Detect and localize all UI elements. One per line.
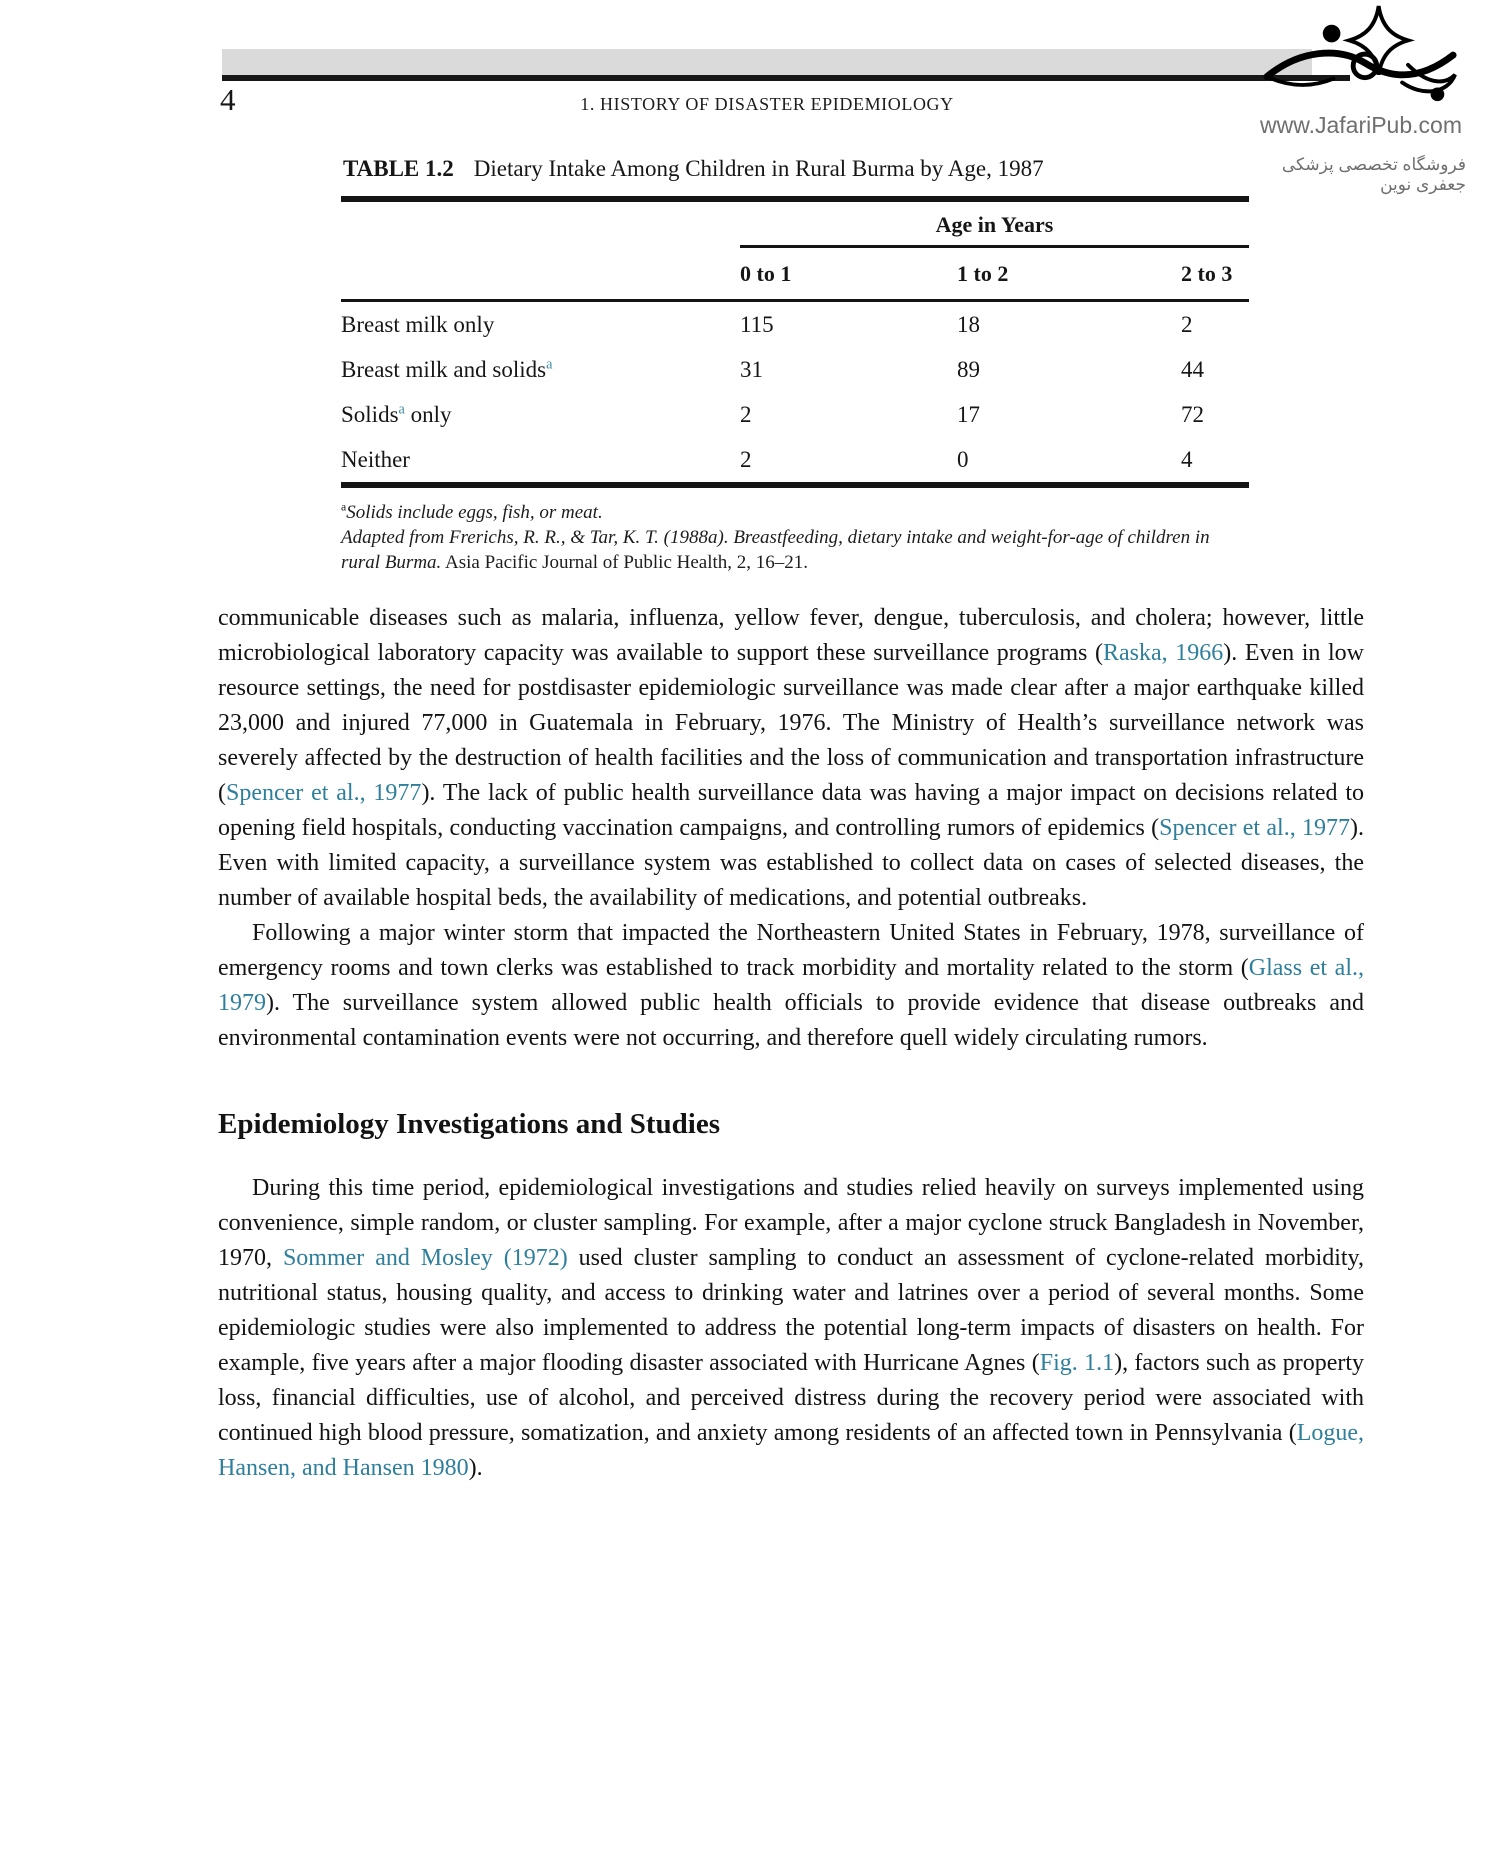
paragraph-text: ). Even in low resource settings, the need for postdisaster epidemiologic surveillance was made clear after a major earthquake killed 23,000 and injured 77,000 in Guatemala in February, 1976. The Ministry of Health’s surveillance network was severely affected by the destruction of health facilities and the loss of communication and transportation infrastructure ( <box>218 640 1364 806</box>
table-cell: 44 <box>1181 357 1204 382</box>
table-cell: 17 <box>957 402 980 427</box>
footnote-marker: a <box>398 401 405 418</box>
paragraph-text: ), factors such as property loss, financial difficulties, use of alcohol, and perceived distress during the recovery period were associated with continued high blood pressure, somatization, and anxiety among residents of an affected town in Pennsylvania ( <box>218 1350 1365 1446</box>
column-header: 0 to 1 <box>740 247 957 301</box>
paragraph <box>218 601 1364 916</box>
citation-link[interactable]: Raska, 1966 <box>1102 640 1224 666</box>
footnote-marker: a <box>546 356 553 373</box>
running-head: 1. HISTORY OF DISASTER EPIDEMIOLOGY <box>580 94 954 114</box>
table-cell: 2 <box>740 402 752 427</box>
table-row <box>341 437 1249 485</box>
span-header-row <box>341 199 1249 247</box>
paragraph-text: ). The lack of public health surveillance data was having a major impact on decisions related to opening field hospitals, conducting vaccination campaigns, and controlling rumors of epidemics ( <box>218 780 1364 841</box>
page-number: 4 <box>220 82 236 117</box>
table-label: TABLE 1.2 <box>343 156 454 181</box>
column-header: 1 to 2 <box>957 247 1181 301</box>
empty-cell <box>341 247 740 301</box>
row-label: Breast milk and solids$^a$ <box>341 356 553 382</box>
table-cell: 115 <box>740 312 774 337</box>
citation-link[interactable]: Spencer et al., 1977 <box>226 780 422 806</box>
table-section <box>341 156 1249 575</box>
table-row <box>341 347 1249 392</box>
table-footnote <box>341 525 1253 575</box>
row-label: Neither <box>341 447 410 472</box>
footnote-marker: a <box>341 500 347 514</box>
table-footnote <box>341 500 1253 525</box>
table-row <box>341 392 1249 437</box>
footnote-text: Adapted from Frerichs, R. R., & Tar, K. T. (1988a). Breastfeeding, dietary intake and weight-for-age of children in rural Burma. <box>341 527 1210 573</box>
row-label: Breast milk only <box>341 312 495 337</box>
citation-link[interactable]: Glass et al., 1979 <box>218 955 1364 1016</box>
paragraph-text: ). The surveillance system allowed public health officials to provide evidence that disease outbreaks and environmental contamination events were not occurring, and therefore quell widely circulating rumors. <box>218 990 1364 1051</box>
citation-link[interactable]: Sommer and Mosley (1972) <box>282 1245 568 1271</box>
row-label: Solids$^a$ only <box>341 401 452 427</box>
table-cell: 31 <box>740 357 763 382</box>
table-caption <box>343 156 1249 182</box>
header-rule <box>222 75 1350 81</box>
data-table <box>341 196 1249 488</box>
table-cell: 0 <box>957 447 969 472</box>
table-cell: 18 <box>957 312 980 337</box>
table-cell: 72 <box>1181 402 1204 427</box>
header-gray-bar <box>222 49 1312 75</box>
age-span-header: Age in Years <box>740 199 1249 247</box>
citation-link[interactable]: Logue, Hansen, and Hansen 1980 <box>218 1420 1364 1481</box>
paragraph-text: used cluster sampling to conduct an assessment of cyclone-related morbidity, nutritional status, housing quality, and access to drinking water and latrines over a period of several months. Some epidemiologic studies were also implemented to address the potential long-term impacts of disasters on health. For example, five years after a major flooding disaster associated with Hurricane Agnes ( <box>218 1245 1364 1376</box>
column-header: 2 to 3 <box>1181 247 1249 301</box>
paragraph-text: Following a major winter storm that impacted the Northeastern United States in February, 1978, surveillance of emergency rooms and town clerks was established to track morbidity and mortality related to the storm ( <box>218 920 1364 981</box>
table-cell: 4 <box>1181 447 1193 472</box>
table-title: Dietary Intake Among Children in Rural Burma by Age, 1987 <box>473 156 1044 181</box>
column-header-row <box>341 247 1249 301</box>
citation-link[interactable]: Fig. 1.1 <box>1039 1350 1115 1376</box>
publisher-url[interactable]: www.JafariPub.com <box>1260 112 1462 138</box>
publisher-watermark <box>1252 4 1470 195</box>
paragraph-text: ). <box>468 1455 483 1481</box>
table-cell: 2 <box>1181 312 1193 337</box>
footnote-text: Solids include eggs, fish, or meat. <box>346 502 603 523</box>
table-footnotes <box>341 500 1253 575</box>
paragraph <box>218 916 1364 1056</box>
page-body <box>218 601 1364 1486</box>
table-cell: 2 <box>740 447 752 472</box>
paragraph <box>218 1171 1364 1486</box>
footnote-text: Asia Pacific Journal of Public Health, 2, 16–21. <box>441 552 809 573</box>
calligraphy-swirl-logo-icon <box>1263 4 1459 116</box>
section-heading: Epidemiology Investigations and Studies <box>218 1108 720 1140</box>
publisher-persian-text: فروشگاه تخصصی پزشکی جعفری نوین <box>1281 155 1466 194</box>
table-row <box>341 301 1249 348</box>
paragraph-text: ). Even with limited capacity, a surveillance system was established to collect data on cases of selected diseases, the number of available hospital beds, the availability of medications, and potential outbreaks. <box>218 815 1364 911</box>
table-cell: 89 <box>957 357 980 382</box>
paragraph-text: During this time period, epidemiological investigations and studies relied heavily on surveys implemented using convenience, simple random, or cluster sampling. For example, after a major cyclone struck Bangladesh in November, 1970, <box>218 1175 1364 1271</box>
empty-cell <box>341 199 740 247</box>
citation-link[interactable]: Spencer et al., 1977 <box>1159 815 1350 841</box>
paragraph-text: communicable diseases such as malaria, influenza, yellow fever, dengue, tuberculosis, and cholera; however, little microbiological laboratory capacity was available to support these surveillance programs ( <box>218 605 1364 666</box>
